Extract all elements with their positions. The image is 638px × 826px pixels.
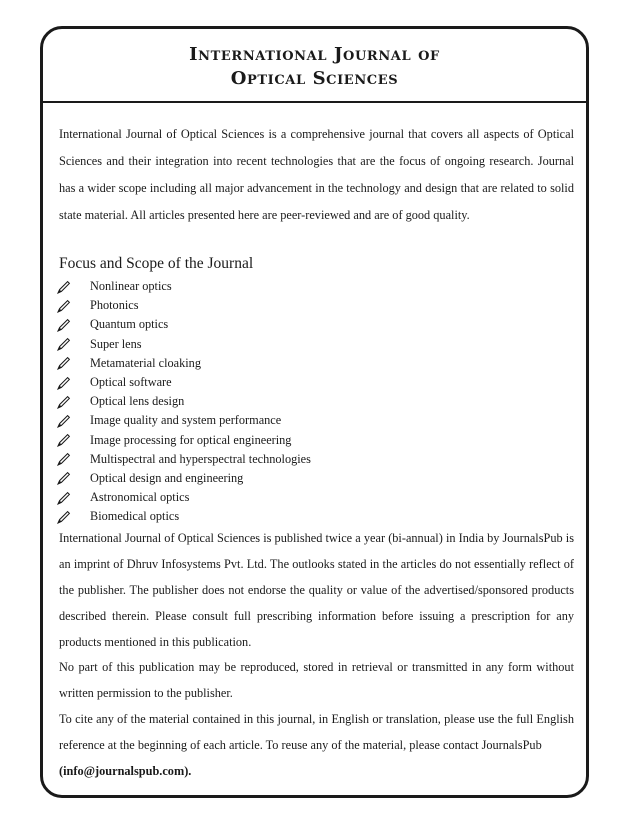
scope-item-label: Metamaterial cloaking bbox=[90, 355, 201, 370]
pen-nib-icon bbox=[57, 299, 71, 313]
journal-title bbox=[43, 43, 586, 91]
scope-item bbox=[59, 469, 574, 488]
scope-heading: Focus and Scope of the Journal bbox=[59, 255, 254, 272]
citation-notice-text: To cite any of the material contained in this journal, in English or translation, please use the full English reference at the beginning of each article. To reuse any of the material, please contact JournalsPub bbox=[59, 712, 574, 752]
contact-email: (info@journalspub.com). bbox=[59, 763, 192, 778]
scope-item-label: Photonics bbox=[90, 298, 139, 313]
journal-title-line-1: International Journal of bbox=[189, 44, 440, 65]
scope-item-label: Super lens bbox=[90, 336, 142, 351]
scope-item bbox=[59, 373, 574, 392]
citation-notice-paragraph bbox=[59, 707, 574, 784]
page-content bbox=[59, 121, 574, 784]
scope-item-label: Multispectral and hyperspectral technologies bbox=[90, 451, 311, 466]
scope-item bbox=[59, 296, 574, 315]
pen-nib-icon bbox=[57, 433, 71, 447]
scope-item bbox=[59, 315, 574, 334]
reproduction-notice-paragraph: No part of this publication may be reproduced, stored in retrieval or transmitted in any form without written permission to the publisher. bbox=[59, 660, 574, 701]
pen-nib-icon bbox=[57, 318, 71, 332]
title-divider bbox=[43, 101, 586, 103]
scope-item-label: Optical lens design bbox=[90, 394, 185, 409]
scope-item bbox=[59, 335, 574, 354]
scope-item-label: Nonlinear optics bbox=[90, 279, 172, 293]
scope-item bbox=[59, 507, 574, 526]
scope-item bbox=[59, 354, 574, 373]
pen-nib-icon bbox=[57, 376, 71, 390]
scope-item-label: Image quality and system performance bbox=[90, 413, 282, 428]
scope-item bbox=[59, 431, 574, 450]
intro-paragraph: International Journal of Optical Sciences is a comprehensive journal that covers all aspects of Optical Sciences and their integration into recent technologies that are the focus of ongoing research. Journal has a wider scope including all major advancement in the technology and design that are related to solid state material. All articles presented here are peer-reviewed and are of good quality. bbox=[59, 127, 574, 222]
pen-nib-icon bbox=[57, 395, 71, 409]
scope-item bbox=[59, 488, 574, 507]
scope-item bbox=[59, 392, 574, 411]
pen-nib-icon bbox=[57, 280, 71, 294]
publication-info-paragraph: International Journal of Optical Sciences is published twice a year (bi-annual) in India by JournalsPub is an imprint of Dhruv Infosystems Pvt. Ltd. The outlooks stated in the articles do not essentially reflect of the publisher. The publisher does not endorse the quality or value of the advertised/sponsored products described therein. Please consult full prescribing information before issuing a prescription for any products mentioned in this publication. bbox=[59, 531, 574, 649]
scope-list bbox=[59, 277, 574, 526]
pen-nib-icon bbox=[57, 337, 71, 351]
pen-nib-icon bbox=[57, 356, 71, 370]
journal-title-line-2: Optical Sciences bbox=[230, 68, 399, 89]
pen-nib-icon bbox=[57, 452, 71, 466]
scope-item bbox=[59, 450, 574, 469]
scope-item-label: Optical design and engineering bbox=[90, 470, 244, 485]
scope-item-label: Astronomical optics bbox=[90, 490, 190, 505]
scope-item-label: Optical software bbox=[90, 374, 172, 389]
journal-page-frame bbox=[40, 26, 589, 798]
scope-item bbox=[59, 411, 574, 430]
pen-nib-icon bbox=[57, 414, 71, 428]
scope-item bbox=[59, 277, 574, 296]
pen-nib-icon bbox=[57, 471, 71, 485]
scope-item-label: Image processing for optical engineering bbox=[90, 432, 292, 447]
scope-item-label: Quantum optics bbox=[90, 317, 169, 332]
pen-nib-icon bbox=[57, 510, 71, 524]
scope-item-label: Biomedical optics bbox=[90, 509, 180, 524]
pen-nib-icon bbox=[57, 491, 71, 505]
